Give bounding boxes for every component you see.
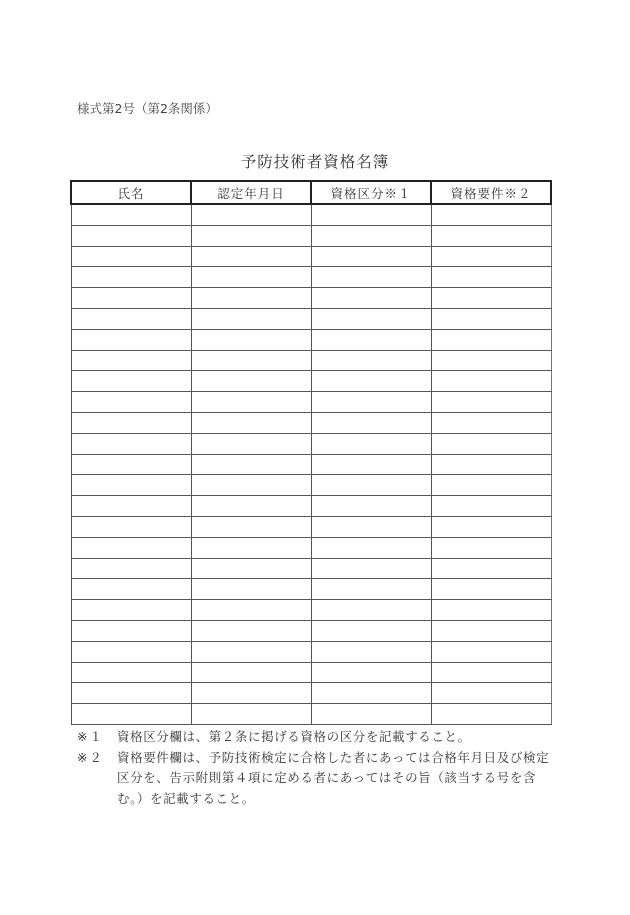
column-header-qualification-requirement: 資格要件※２ — [431, 181, 551, 204]
cell-name[interactable] — [71, 392, 191, 413]
note-1 — [77, 727, 557, 748]
form-number: 様式第2号（第2条関係） — [77, 101, 218, 116]
table-row — [71, 641, 551, 662]
cell-qualification-category[interactable] — [311, 683, 431, 704]
table-row — [71, 683, 551, 704]
cell-name[interactable] — [71, 308, 191, 329]
cell-qualification-category[interactable] — [311, 600, 431, 621]
table-header-row — [71, 181, 551, 204]
table-body — [71, 204, 551, 724]
cell-qualification-requirement[interactable] — [431, 579, 551, 600]
cell-name[interactable] — [71, 454, 191, 475]
cell-qualification-requirement[interactable] — [431, 288, 551, 309]
table-row — [71, 620, 551, 641]
column-header-certification-date: 認定年月日 — [191, 181, 311, 204]
cell-name[interactable] — [71, 516, 191, 537]
table-row — [71, 246, 551, 267]
cell-qualification-requirement[interactable] — [431, 475, 551, 496]
cell-qualification-requirement[interactable] — [431, 204, 551, 225]
cell-certification-date[interactable] — [191, 641, 311, 662]
cell-certification-date[interactable] — [191, 454, 311, 475]
cell-qualification-category[interactable] — [311, 392, 431, 413]
table-row — [71, 475, 551, 496]
cell-qualification-category[interactable] — [311, 704, 431, 725]
table-row — [71, 537, 551, 558]
cell-qualification-requirement[interactable] — [431, 412, 551, 433]
table-row — [71, 496, 551, 517]
table-row — [71, 329, 551, 350]
cell-name[interactable] — [71, 496, 191, 517]
cell-qualification-category[interactable] — [311, 350, 431, 371]
cell-qualification-requirement[interactable] — [431, 225, 551, 246]
column-header-qualification-category: 資格区分※１ — [311, 181, 431, 204]
cell-certification-date[interactable] — [191, 288, 311, 309]
cell-qualification-requirement[interactable] — [431, 641, 551, 662]
cell-qualification-requirement[interactable] — [431, 620, 551, 641]
cell-certification-date[interactable] — [191, 433, 311, 454]
cell-name[interactable] — [71, 204, 191, 225]
table-row — [71, 579, 551, 600]
cell-certification-date[interactable] — [191, 371, 311, 392]
cell-certification-date[interactable] — [191, 496, 311, 517]
cell-name[interactable] — [71, 225, 191, 246]
cell-certification-date[interactable] — [191, 308, 311, 329]
cell-name[interactable] — [71, 412, 191, 433]
cell-qualification-category[interactable] — [311, 475, 431, 496]
cell-name[interactable] — [71, 267, 191, 288]
cell-qualification-requirement[interactable] — [431, 558, 551, 579]
cell-certification-date[interactable] — [191, 579, 311, 600]
cell-certification-date[interactable] — [191, 683, 311, 704]
cell-qualification-category[interactable] — [311, 641, 431, 662]
column-header-name: 氏名 — [71, 181, 191, 204]
cell-certification-date[interactable] — [191, 412, 311, 433]
note-2 — [77, 748, 557, 810]
table-row — [71, 433, 551, 454]
cell-name[interactable] — [71, 558, 191, 579]
cell-name[interactable] — [71, 641, 191, 662]
table-row — [71, 558, 551, 579]
cell-certification-date[interactable] — [191, 350, 311, 371]
table-row — [71, 308, 551, 329]
cell-qualification-category[interactable] — [311, 516, 431, 537]
table-row — [71, 204, 551, 225]
table-row — [71, 392, 551, 413]
cell-name[interactable] — [71, 579, 191, 600]
cell-qualification-requirement[interactable] — [431, 454, 551, 475]
table-row — [71, 600, 551, 621]
cell-certification-date[interactable] — [191, 662, 311, 683]
cell-qualification-category[interactable] — [311, 454, 431, 475]
cell-qualification-requirement[interactable] — [431, 267, 551, 288]
cell-qualification-category[interactable] — [311, 246, 431, 267]
cell-name[interactable] — [71, 683, 191, 704]
cell-name[interactable] — [71, 371, 191, 392]
cell-name[interactable] — [71, 329, 191, 350]
notes-section — [77, 727, 557, 809]
cell-qualification-category[interactable] — [311, 558, 431, 579]
cell-name[interactable] — [71, 600, 191, 621]
cell-qualification-requirement[interactable] — [431, 704, 551, 725]
cell-qualification-category[interactable] — [311, 620, 431, 641]
cell-name[interactable] — [71, 475, 191, 496]
cell-certification-date[interactable] — [191, 516, 311, 537]
table-row — [71, 225, 551, 246]
cell-qualification-category[interactable] — [311, 308, 431, 329]
cell-certification-date[interactable] — [191, 267, 311, 288]
table-row — [71, 267, 551, 288]
cell-qualification-requirement[interactable] — [431, 371, 551, 392]
cell-certification-date[interactable] — [191, 537, 311, 558]
cell-certification-date[interactable] — [191, 329, 311, 350]
cell-qualification-category[interactable] — [311, 225, 431, 246]
cell-certification-date[interactable] — [191, 204, 311, 225]
note-text: 資格要件欄は、予防技術検定に合格した者にあっては合格年月日及び検定区分を、告示附則第４項に定める者にあってはその旨（該当する号を含む。）を記載すること。 — [117, 749, 550, 806]
cell-certification-date[interactable] — [191, 475, 311, 496]
cell-qualification-category[interactable] — [311, 662, 431, 683]
table-row — [71, 704, 551, 725]
cell-qualification-requirement[interactable] — [431, 537, 551, 558]
note-mark: ※２ — [77, 749, 104, 765]
cell-name[interactable] — [71, 704, 191, 725]
cell-qualification-requirement[interactable] — [431, 329, 551, 350]
cell-name[interactable] — [71, 433, 191, 454]
cell-certification-date[interactable] — [191, 392, 311, 413]
table-row — [71, 412, 551, 433]
cell-name[interactable] — [71, 350, 191, 371]
cell-qualification-category[interactable] — [311, 204, 431, 225]
cell-name[interactable] — [71, 288, 191, 309]
cell-qualification-category[interactable] — [311, 371, 431, 392]
table-row — [71, 288, 551, 309]
cell-name[interactable] — [71, 662, 191, 683]
cell-certification-date[interactable] — [191, 704, 311, 725]
cell-name[interactable] — [71, 620, 191, 641]
table-row — [71, 454, 551, 475]
cell-certification-date[interactable] — [191, 225, 311, 246]
note-text: 資格区分欄は、第２条に掲げる資格の区分を記載すること。 — [117, 729, 471, 744]
cell-qualification-requirement[interactable] — [431, 308, 551, 329]
cell-certification-date[interactable] — [191, 600, 311, 621]
cell-name[interactable] — [71, 537, 191, 558]
cell-qualification-category[interactable] — [311, 267, 431, 288]
table-row — [71, 662, 551, 683]
table-row — [71, 516, 551, 537]
cell-qualification-requirement[interactable] — [431, 516, 551, 537]
cell-qualification-category[interactable] — [311, 496, 431, 517]
table-row — [71, 371, 551, 392]
cell-qualification-requirement[interactable] — [431, 350, 551, 371]
cell-qualification-category[interactable] — [311, 433, 431, 454]
cell-qualification-requirement[interactable] — [431, 433, 551, 454]
cell-qualification-category[interactable] — [311, 537, 431, 558]
note-mark: ※１ — [77, 729, 104, 744]
cell-qualification-category[interactable] — [311, 412, 431, 433]
cell-qualification-category[interactable] — [311, 329, 431, 350]
table-row — [71, 350, 551, 371]
cell-certification-date[interactable] — [191, 246, 311, 267]
cell-certification-date[interactable] — [191, 558, 311, 579]
cell-certification-date[interactable] — [191, 620, 311, 641]
cell-qualification-category[interactable] — [311, 579, 431, 600]
cell-qualification-requirement[interactable] — [431, 662, 551, 683]
cell-qualification-requirement[interactable] — [431, 246, 551, 267]
cell-qualification-requirement[interactable] — [431, 496, 551, 517]
cell-qualification-requirement[interactable] — [431, 392, 551, 413]
cell-qualification-requirement[interactable] — [431, 683, 551, 704]
cell-name[interactable] — [71, 246, 191, 267]
document-title: 予防技術者資格名簿 — [240, 153, 390, 171]
roster-table — [70, 180, 552, 725]
cell-qualification-requirement[interactable] — [431, 600, 551, 621]
cell-qualification-category[interactable] — [311, 288, 431, 309]
